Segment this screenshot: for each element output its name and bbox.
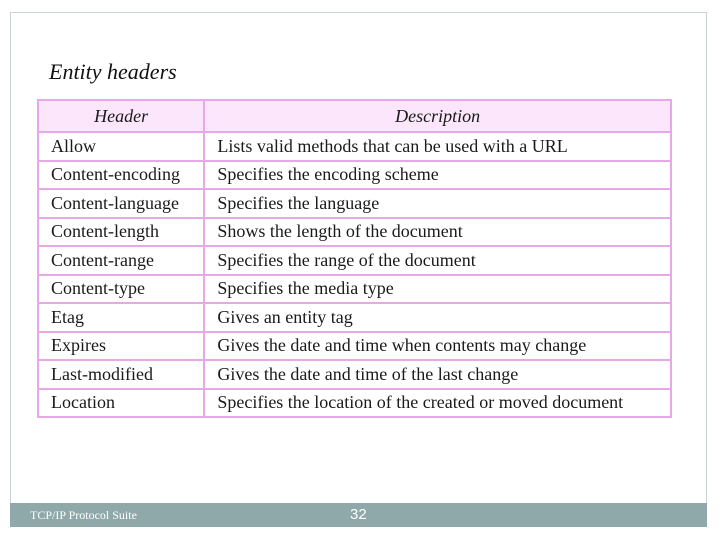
column-header-header: Header (38, 100, 204, 132)
description-cell: Specifies the range of the document (204, 246, 671, 275)
header-cell: Location (38, 389, 204, 418)
header-cell: Content-encoding (38, 161, 204, 190)
table-row (38, 218, 671, 247)
header-cell: Allow (38, 132, 204, 161)
table-row (38, 360, 671, 389)
description-cell: Specifies the encoding scheme (204, 161, 671, 190)
column-header-description: Description (204, 100, 671, 132)
table-row (38, 246, 671, 275)
description-cell: Specifies the media type (204, 275, 671, 304)
description-cell: Lists valid methods that can be used with a URL (204, 132, 671, 161)
header-cell: Etag (38, 303, 204, 332)
table-row (38, 161, 671, 190)
description-cell: Shows the length of the document (204, 218, 671, 247)
footer-bar (10, 503, 707, 527)
table-header-row (38, 100, 671, 132)
header-cell: Content-language (38, 189, 204, 218)
slide-title: Entity headers (49, 59, 177, 84)
table-row (38, 189, 671, 218)
header-cell: Content-range (38, 246, 204, 275)
header-cell: Expires (38, 332, 204, 361)
page-number: 32 (350, 506, 367, 523)
entity-headers-table (37, 99, 672, 418)
header-cell: Last-modified (38, 360, 204, 389)
description-cell: Specifies the location of the created or moved document (204, 389, 671, 418)
header-cell: Content-length (38, 218, 204, 247)
table-row (38, 303, 671, 332)
description-cell: Gives the date and time of the last change (204, 360, 671, 389)
table-row (38, 332, 671, 361)
table-row (38, 389, 671, 418)
table-row (38, 132, 671, 161)
description-cell: Specifies the language (204, 189, 671, 218)
header-cell: Content-type (38, 275, 204, 304)
table-row (38, 275, 671, 304)
footer-source: TCP/IP Protocol Suite (30, 508, 137, 522)
description-cell: Gives the date and time when contents may change (204, 332, 671, 361)
description-cell: Gives an entity tag (204, 303, 671, 332)
